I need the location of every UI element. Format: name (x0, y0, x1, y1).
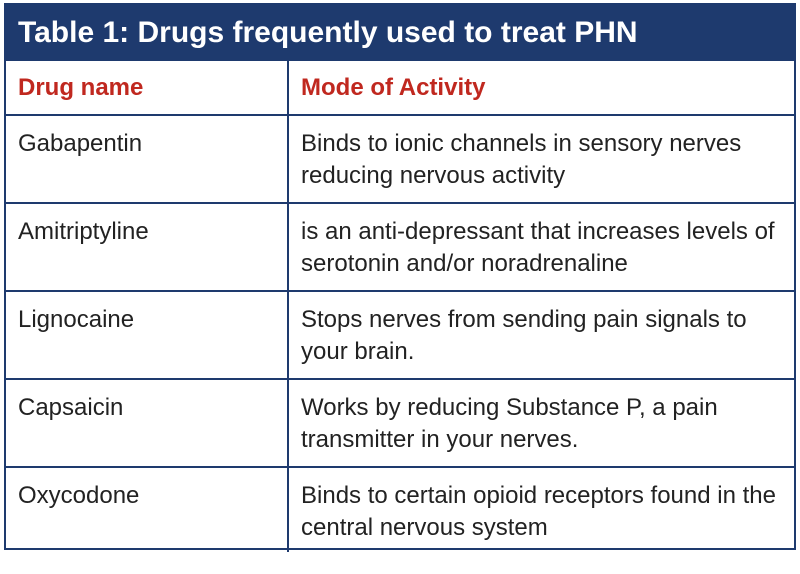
header-mode-of-activity: Mode of Activity (301, 74, 486, 101)
header-drug-name: Drug name (6, 61, 288, 115)
drug-table-card (4, 3, 796, 550)
mode-cell: Binds to certain opioid receptors found in the central nervous system (288, 467, 794, 552)
table-row (6, 291, 794, 379)
mode-cell: Binds to ionic channels in sensory nerves reducing nervous activity (288, 115, 794, 203)
table-row (6, 467, 794, 552)
table-title-bar (6, 5, 794, 61)
mode-cell: is an anti-depressant that increases levels of serotonin and/or noradrenaline (288, 203, 794, 291)
drug-name-cell: Gabapentin (6, 115, 288, 203)
drug-name-cell: Capsaicin (6, 379, 288, 467)
mode-cell: Works by reducing Substance P, a pain transmitter in your nerves. (288, 379, 794, 467)
table-row (6, 115, 794, 203)
drug-name-cell: Amitriptyline (6, 203, 288, 291)
table-row (6, 203, 794, 291)
drug-name-cell: Lignocaine (6, 291, 288, 379)
table-row (6, 379, 794, 467)
drug-name-cell: Oxycodone (6, 467, 288, 552)
table-title: Table 1: Drugs frequently used to treat PHN (18, 16, 638, 49)
table-header-row (6, 61, 794, 115)
mode-cell: Stops nerves from sending pain signals to your brain. (288, 291, 794, 379)
drug-table (6, 61, 794, 552)
